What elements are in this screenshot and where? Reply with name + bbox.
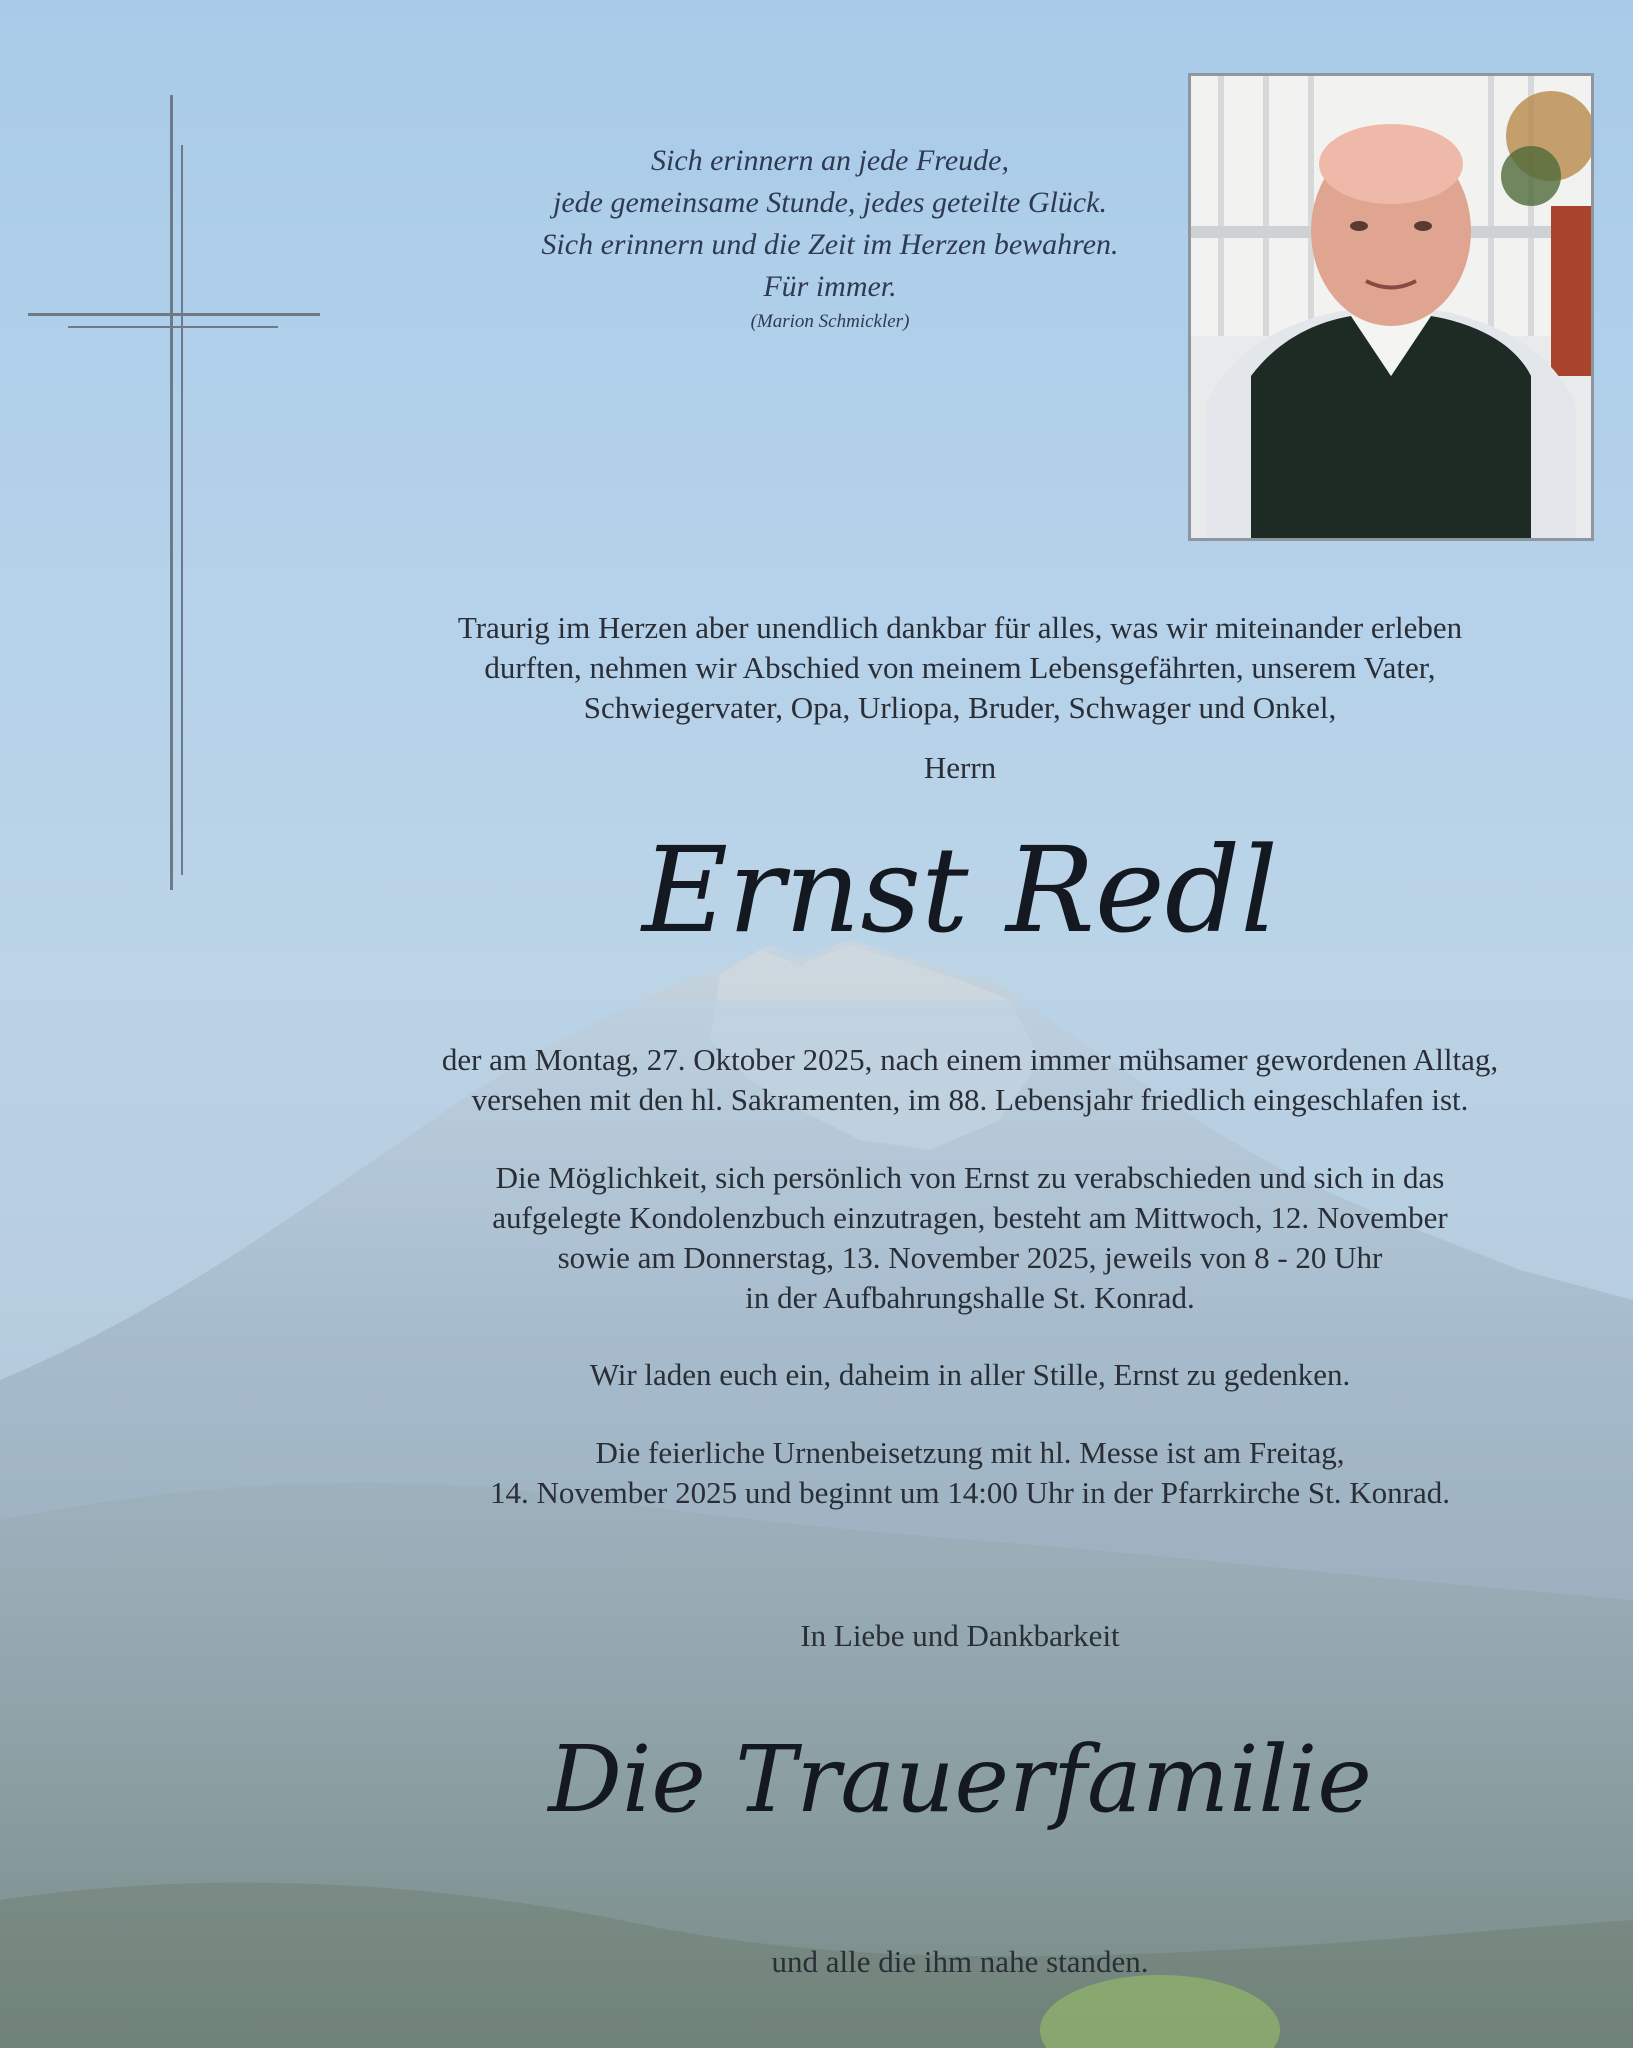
footer-line: und alle die ihm nahe standen. (771, 1944, 1149, 1979)
burial-line: 14. November 2025 und beginnt um 14:00 Uhr in der Pfarrkirche St. Konrad. (490, 1475, 1450, 1510)
poem-attribution: (Marion Schmickler) (750, 311, 910, 332)
intro-paragraph (330, 608, 1590, 728)
viewing-line: Die Möglichkeit, sich persönlich von Ernst zu verabschieden und sich in das (495, 1160, 1445, 1195)
intro-line: durften, nehmen wir Abschied von meinem Lebensgefährten, unserem Vater, (484, 650, 1436, 685)
poem-line: Sich erinnern an jede Freude, (651, 144, 1009, 177)
death-notice-line: versehen mit den hl. Sakramenten, im 88. Lebensjahr friedlich eingeschlafen ist. (471, 1082, 1469, 1117)
poem (380, 140, 1280, 336)
salutation: Herrn (923, 750, 997, 785)
death-notice-paragraph (340, 1040, 1600, 1120)
burial-line: Die feierliche Urnenbeisetzung mit hl. Messe ist am Freitag, (595, 1435, 1345, 1470)
invitation-line: Wir laden euch ein, daheim in aller Stille, Ernst zu gedenken. (589, 1357, 1351, 1392)
poem-line: Für immer. (763, 270, 897, 303)
poem-line: Sich erinnern und die Zeit im Herzen bewahren. (541, 228, 1119, 261)
portrait-photo (1188, 73, 1594, 541)
poem-line: jede gemeinsame Stunde, jedes geteilte Glück. (553, 186, 1107, 219)
closing-line: In Liebe und Dankbarkeit (800, 1618, 1120, 1653)
viewing-line: aufgelegte Kondolenzbuch einzutragen, besteht am Mittwoch, 12. November (492, 1200, 1448, 1235)
viewing-line: sowie am Donnerstag, 13. November 2025, jeweils von 8 - 20 Uhr (557, 1240, 1383, 1275)
intro-line: Schwiegervater, Opa, Urliopa, Bruder, Schwager und Onkel, (583, 690, 1337, 725)
intro-line: Traurig im Herzen aber unendlich dankbar für alles, was wir miteinander erleben (457, 610, 1463, 645)
burial-paragraph (340, 1433, 1600, 1513)
death-notice-line: der am Montag, 27. Oktober 2025, nach einem immer mühsamer gewordenen Alltag, (441, 1042, 1499, 1077)
viewing-line: in der Aufbahrungshalle St. Konrad. (745, 1280, 1195, 1315)
deceased-name: Ernst Redl (642, 821, 1278, 959)
family-signature: Die Trauerfamilie (548, 1726, 1372, 1833)
viewing-paragraph (340, 1158, 1600, 1318)
